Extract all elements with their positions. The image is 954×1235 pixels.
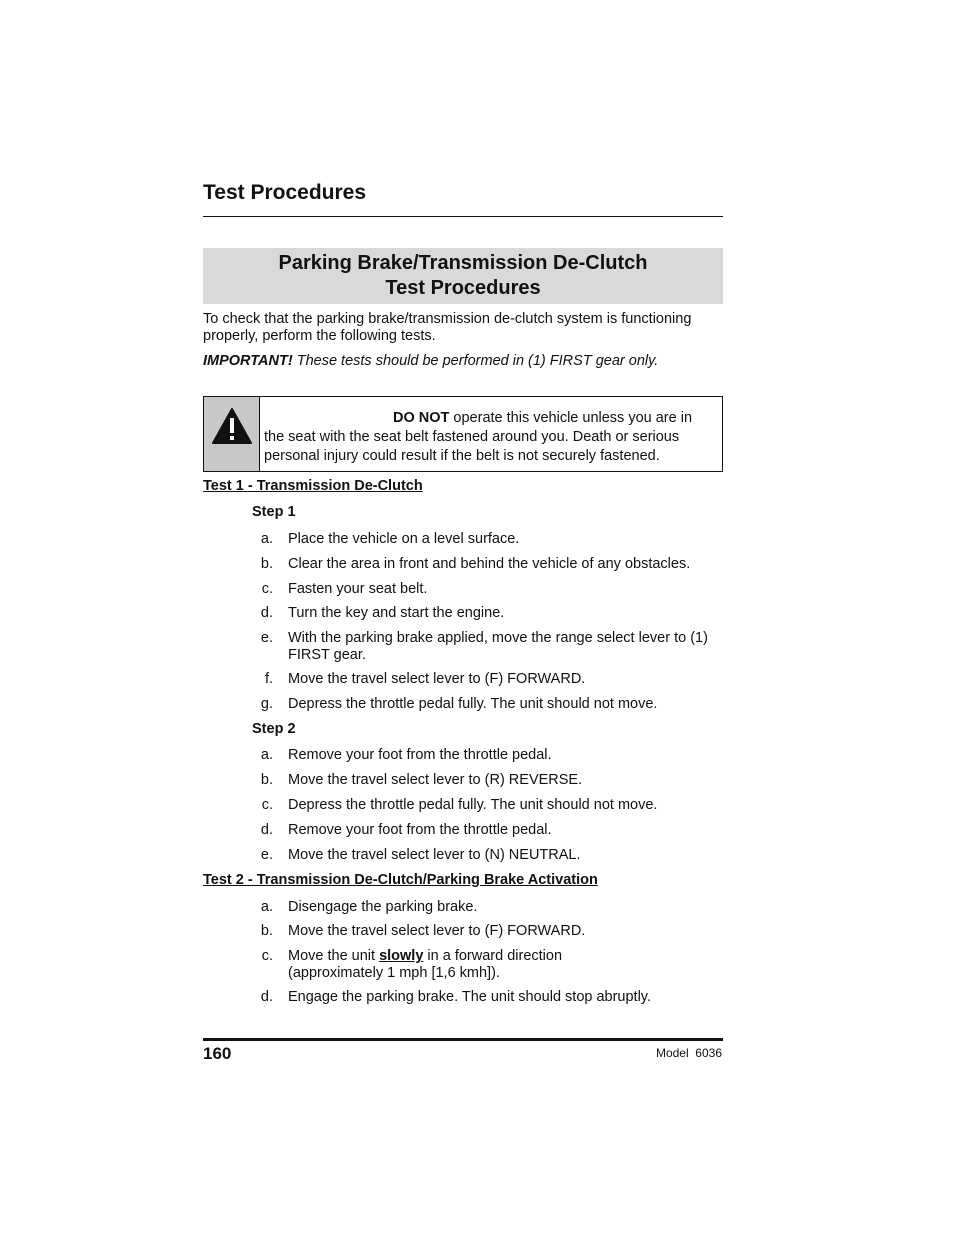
item-text-post: in a forward direction (approximately 1 mph [1,6 kmh]).: [288, 948, 563, 981]
item-letter: b.: [260, 923, 273, 939]
item-letter: e.: [260, 847, 273, 863]
item-text: Remove your foot from the throttle pedal.: [288, 747, 552, 763]
warning-text: [264, 409, 714, 466]
item-text: Move the travel select lever to (N) NEUTRAL.: [288, 847, 581, 863]
item-letter: d.: [260, 822, 273, 838]
warning-icon-cell: [204, 397, 260, 471]
item-text: Move the travel select lever to (F) FORWARD.: [288, 671, 586, 687]
item-text: Depress the throttle pedal fully. The unit should not move.: [288, 797, 658, 813]
item-letter: f.: [264, 671, 273, 687]
step2-heading: Step 2: [252, 721, 296, 737]
title-line-2: Test Procedures: [385, 277, 541, 299]
important-label: IMPORTANT!: [203, 353, 293, 369]
warning-box: [203, 396, 723, 472]
item-letter: g.: [260, 696, 273, 712]
important-note: [203, 353, 723, 369]
warning-body: operate this vehicle unless you are in the seat with the seat belt fastened around you. Death or serious personal injury could result if the belt is not securely fastened.: [264, 410, 693, 464]
important-text: These tests should be performed in (1) FIRST gear only.: [292, 353, 659, 369]
item-text: Depress the throttle pedal fully. The unit should not move.: [288, 696, 658, 712]
item-text: Move the travel select lever to (R) REVERSE.: [288, 772, 583, 788]
header-rule: [203, 216, 723, 217]
item-text: Remove your foot from the throttle pedal.: [288, 822, 552, 838]
item-text-emphasis: slowly: [379, 948, 424, 964]
item-letter: a.: [260, 899, 273, 915]
item-text: Clear the area in front and behind the vehicle of any obstacles.: [288, 556, 691, 572]
item-letter: c.: [261, 948, 273, 964]
item-letter: b.: [260, 772, 273, 788]
page-number: 160: [203, 1044, 232, 1063]
item-text: Turn the key and start the engine.: [288, 605, 505, 621]
item-text: Place the vehicle on a level surface.: [288, 531, 520, 547]
item-text-pre: Move the unit: [288, 948, 380, 964]
intro-paragraph: To check that the parking brake/transmission de-clutch system is functioning properly, perform the following tests.: [203, 311, 692, 344]
item-letter: b.: [260, 556, 273, 572]
test2-heading: Test 2 - Transmission De-Clutch/Parking Brake Activation: [203, 872, 598, 888]
section-header: Test Procedures: [203, 181, 367, 204]
footer-rule: [203, 1038, 723, 1041]
item-text: With the parking brake applied, move the range select lever to (1) FIRST gear.: [288, 630, 708, 663]
model-label: Model 6036: [655, 1046, 722, 1060]
item-letter: c.: [261, 797, 273, 813]
item-letter: c.: [261, 581, 273, 597]
item-letter: a.: [260, 531, 273, 547]
title-line-1: Parking Brake/Transmission De-Clutch: [278, 252, 648, 274]
title-band: [203, 248, 723, 304]
item-letter: d.: [260, 989, 273, 1005]
item-text: Move the travel select lever to (F) FORWARD.: [288, 923, 586, 939]
warning-triangle-icon: [211, 407, 253, 445]
item-letter: d.: [260, 605, 273, 621]
warning-bold: DO NOT: [393, 410, 450, 426]
item-letter: a.: [260, 747, 273, 763]
step1-heading: Step 1: [252, 504, 296, 520]
item-letter: e.: [260, 630, 273, 646]
item-text: Engage the parking brake. The unit should stop abruptly.: [288, 989, 652, 1005]
item-text: [288, 948, 588, 982]
test1-heading: Test 1 - Transmission De-Clutch: [203, 478, 423, 494]
item-text: Disengage the parking brake.: [288, 899, 478, 915]
item-text: Fasten your seat belt.: [288, 581, 428, 597]
